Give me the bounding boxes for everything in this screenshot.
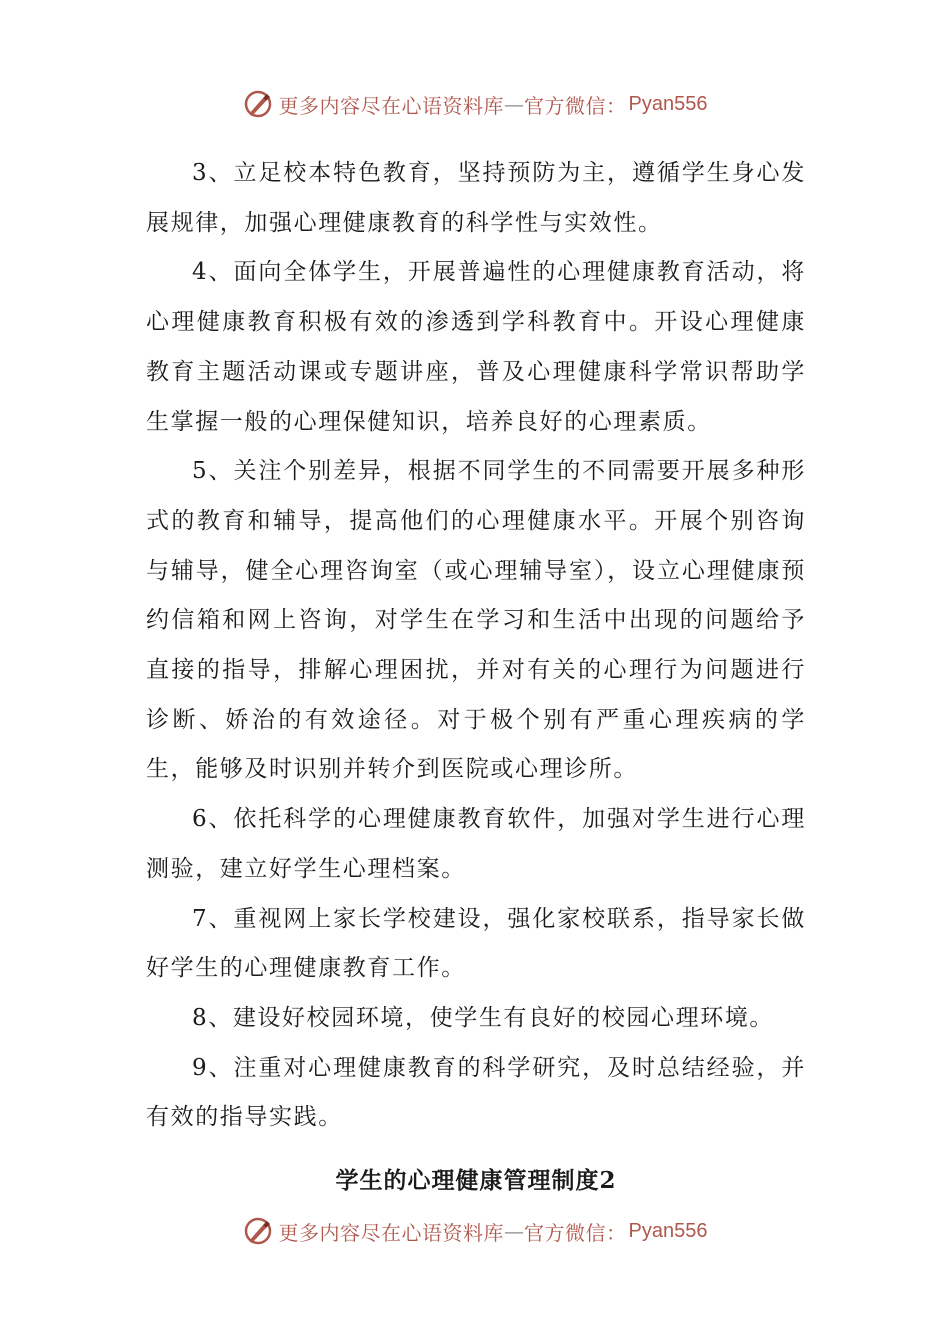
watermark-wechat-id: Pyan556	[628, 1219, 708, 1242]
document-body	[146, 149, 806, 1201]
watermark-label: 官方微信：	[524, 1220, 627, 1245]
paragraph-3: 3、立足校本特色教育，坚持预防为主，遵循学生身心发展规律，加强心理健康教育的科学性与实效性。	[146, 160, 806, 236]
watermark-brand: 更多内容尽在心语资料库	[278, 1220, 505, 1245]
pen-logo-icon	[243, 89, 273, 119]
paragraph-8: 8、建设好校园环境，使学生有良好的校园心理环境。	[192, 1004, 775, 1031]
watermark-wechat-id: Pyan556	[628, 92, 708, 115]
watermark-brand: 更多内容尽在心语资料库	[278, 93, 505, 118]
footer-watermark	[0, 1211, 950, 1251]
paragraph-7: 7、重视网上家长学校建设，强化家校联系，指导家长做好学生的心理健康教育工作。	[146, 905, 806, 982]
watermark-separator: —	[504, 92, 525, 116]
watermark-label: 官方微信：	[524, 93, 627, 118]
paragraph-5: 5、关注个别差异，根据不同学生的不同需要开展多种形式的教育和辅导，提高他们的心理健康水平。开展个别咨询与辅导，健全心理咨询室（或心理辅导室），设立心理健康预约信箱和网上咨询，对学生在学习和生活中出现的问题给予直接的指导，排解心理困扰，并对有关的心理行为问题进行诊断、娇治的有效途径。对于极个别有严重心理疾病的学生，能够及时识别并转介到医院或心理诊所。	[146, 458, 806, 783]
header-watermark	[0, 84, 950, 124]
paragraph-4: 4、面向全体学生，开展普遍性的心理健康教育活动，将心理健康教育积极有效的渗透到学科教育中。开设心理健康教育主题活动课或专题讲座，普及心理健康科学常识帮助学生掌握一般的心理保健知识，培养良好的心理素质。	[146, 259, 806, 435]
paragraph-6: 6、依托科学的心理健康教育软件，加强对学生进行心理测验，建立好学生心理档案。	[146, 806, 806, 882]
paragraph-9: 9、注重对心理健康教育的科学研究，及时总结经验，并有效的指导实践。	[146, 1054, 806, 1131]
pen-logo-icon	[243, 1216, 273, 1246]
watermark-separator: —	[504, 1219, 525, 1243]
section-title: 学生的心理健康管理制度2	[335, 1167, 617, 1195]
